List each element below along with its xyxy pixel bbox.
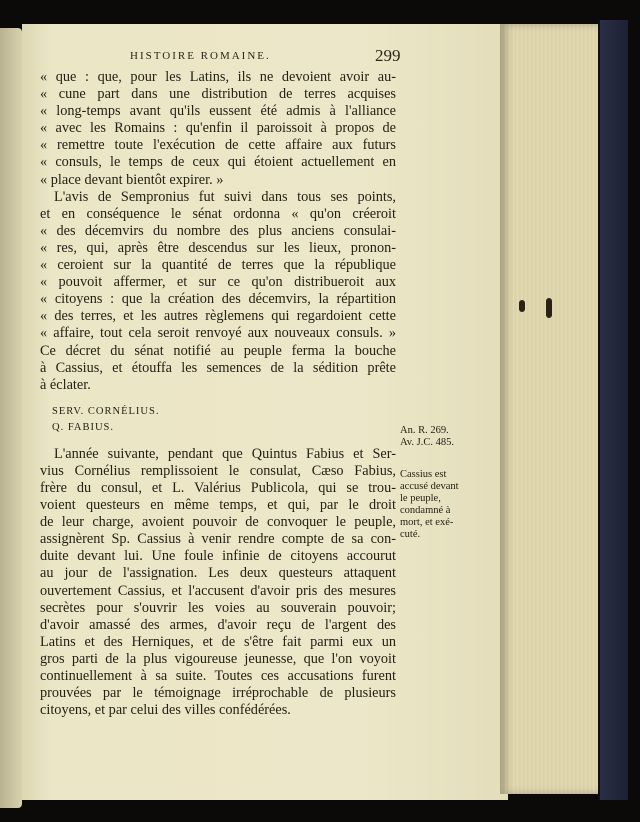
text-line: Ce décret du sénat notifié au peuple ferma la bouche: [40, 342, 396, 359]
text-line: « affaire, tout cela seroit renvoyé aux nouveaux consuls. »: [40, 325, 396, 342]
margin-date-line: An. R. 269.: [400, 425, 449, 436]
text-line: continuellement à sa suite. Toutes ces accusations furent: [40, 668, 396, 684]
text-line: frère du consul, et L. Valérius Publicola, qui se trou-: [40, 479, 396, 496]
text-line: à éclater.: [40, 376, 91, 393]
text-line: au jour de l'assignation. Les deux questeurs attaquent: [40, 565, 396, 582]
margin-note-line: cuté.: [400, 529, 421, 540]
paragraph-cassius-trial: [40, 446, 396, 720]
text-line: Latins et des Herniques, et de s'être fait parmi eux un: [40, 633, 396, 650]
text-line: L'avis de Sempronius fut suivi dans tous ses points,: [54, 188, 396, 205]
margin-note-line: mort, et exé-: [400, 517, 454, 528]
margin-note-line: condamné à: [400, 505, 451, 516]
text-line: et en conséquence le sénat ordonna « qu'on créeroit: [40, 205, 396, 222]
text-line: « des décemvirs du nombre des plus anciens consulai-: [40, 222, 396, 239]
facing-page-edge: [0, 28, 22, 808]
text-line: « ceroient sur la quantité de terres que la république: [40, 257, 396, 274]
text-line: citoyens, et par celui des villes confédérées.: [40, 702, 291, 719]
page-body: [40, 69, 396, 719]
paragraph-senate-decree: [40, 189, 396, 394]
text-line: « long-temps avant qu'ils eussent été admis à l'alliance: [40, 103, 396, 120]
text-line: « consuls, le temps de ceux qui étoient actuellement en: [40, 154, 396, 171]
text-line: « citoyens : que la création des décemvirs, la répartition: [40, 291, 396, 308]
text-line: gros parti de la plus vigoureuse jeunesse, que l'on voyoit: [40, 650, 396, 667]
text-line: voient questeurs en même temps, et qui, par le droit: [40, 497, 396, 514]
text-line: L'année suivante, pendant que Quintus Fabius et Ser-: [54, 445, 396, 462]
text-line: « pouvoit affermer, et sur ce qu'on distribueroit aux: [40, 274, 396, 291]
margin-summary: [400, 469, 466, 541]
margin-note-line: accusé devant: [400, 481, 459, 492]
margin-note-line: Cassius est: [400, 469, 447, 480]
margin-note-line: le peuple,: [400, 493, 441, 504]
book-cover: [598, 20, 628, 800]
wormhole-mark: [546, 298, 552, 318]
text-line: à Cassius, et étouffa les semences de la sédition prête: [40, 359, 396, 376]
text-line: « que : que, pour les Latins, ils ne devoient avoir au-: [40, 69, 396, 85]
text-line: ouvertement Cassius, et l'accusent d'avoir pris des mesures: [40, 582, 396, 599]
text-line: d'avoir amassé des armes, d'avoir reçu de l'argent des: [40, 616, 396, 633]
page-number: 299: [375, 46, 401, 65]
text-line: duite devant lui. Une foule infinie de citoyens accourut: [40, 548, 396, 565]
consul-name: SERV. CORNÉLIUS.: [52, 405, 160, 417]
wormhole-mark: [519, 300, 525, 312]
text-line: « des terres, et les autres règlemens qui regardoient cette: [40, 308, 396, 325]
margin-date: [400, 425, 454, 449]
text-line: « avec les Romains : qu'enfin il paroissoit à propos de: [40, 120, 396, 137]
consul-names: [52, 404, 396, 436]
text-line: assignèrent Sp. Cassius à venir rendre compte de sa con-: [40, 531, 396, 548]
text-line: « place devant bientôt expirer. »: [40, 171, 224, 188]
paragraph-quote-end: [40, 69, 396, 189]
margin-date-line: Av. J.C. 485.: [400, 437, 454, 448]
consul-name: Q. FABIUS.: [52, 421, 115, 433]
running-title: HISTOIRE ROMAINE.: [130, 50, 271, 62]
text-line: secrètes pour s'ouvrir les voies au souverain pouvoir;: [40, 599, 396, 616]
text-line: « cune part dans une distribution de terres acquises: [40, 86, 396, 103]
text-line: « res, qui, après être descendus sur les lieux, pronon-: [40, 239, 396, 256]
text-line: prouvées par le témoignage irréprochable de plusieurs: [40, 685, 396, 702]
page-block-edges: [500, 24, 600, 794]
text-line: de leur charge, avoient pouvoir de convoquer le peuple,: [40, 514, 396, 531]
text-line: vius Cornélius remplissoient le consulat, Cæso Fabius,: [40, 462, 396, 479]
text-line: « remettre toute l'exécution de cette affaire aux futurs: [40, 137, 396, 154]
